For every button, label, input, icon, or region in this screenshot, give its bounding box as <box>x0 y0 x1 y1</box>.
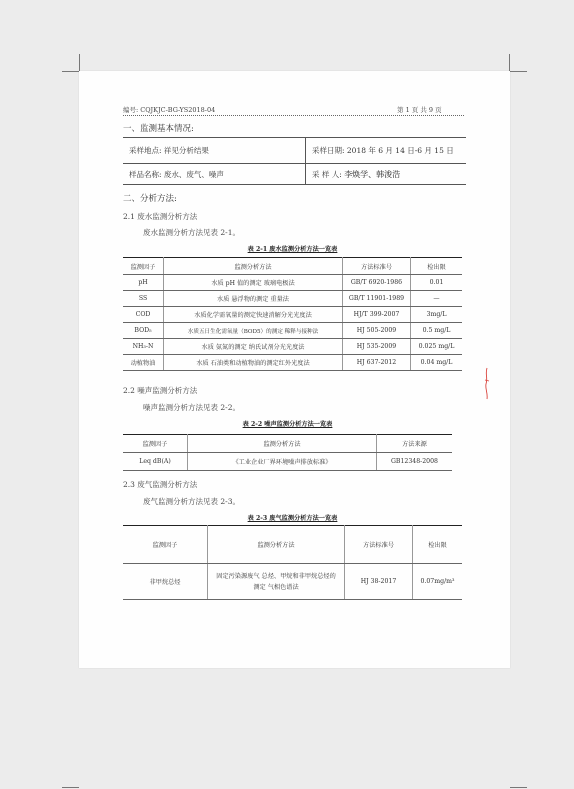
sampling-date: 采样日期: 2018 年 6 月 14 日-6 月 15 日 <box>306 138 467 164</box>
gas-intro: 废气监测分析方法见表 2-3。 <box>143 497 240 506</box>
crop-mark <box>62 787 79 788</box>
table-cell: 水质 悬浮物的测定 重量法 <box>164 291 343 307</box>
sampler-cell <box>306 164 467 185</box>
noise-table-caption: 表 2-2 噪声监测分析方法一览表 <box>242 421 333 428</box>
crop-mark <box>509 54 510 71</box>
section1-title: 一、监测基本情况: <box>123 124 194 134</box>
table-cell: HJ 637-2012 <box>343 355 411 371</box>
header-rule <box>123 115 464 116</box>
table-row <box>123 339 462 355</box>
red-ink-mark-icon <box>481 366 493 402</box>
table-cell: 0.025 mg/L <box>411 339 463 355</box>
table-row <box>123 323 462 339</box>
table-cell: pH <box>123 275 164 291</box>
table-cell: 非甲烷总烃 <box>123 564 208 600</box>
column-header: 方法标准号 <box>343 258 411 275</box>
water-method-table <box>123 257 462 371</box>
crop-mark <box>62 71 79 72</box>
table-cell: 3mg/L <box>411 307 463 323</box>
table-cell: HJ 38-2017 <box>345 564 413 600</box>
table-row <box>123 291 462 307</box>
noise-heading: 2.2 噪声监测分析方法 <box>123 386 198 395</box>
table-cell: 水质化学需氧量的测定快速消解分光光度法 <box>164 307 343 323</box>
table-cell: GB/T 6920-1986 <box>343 275 411 291</box>
table-row <box>123 355 462 371</box>
table-cell: NH₃-N <box>123 339 164 355</box>
doc-number: 编号: CQJKJC-BG-YS2018-04 <box>123 106 216 114</box>
table-cell: BOD₅ <box>123 323 164 339</box>
sample-names: 样品名称: 废水、废气、噪声 <box>123 164 306 185</box>
crop-mark <box>510 71 527 72</box>
table-cell: 动植物油 <box>123 355 164 371</box>
table-cell: 水质 氨氮的测定 纳氏试剂分光光度法 <box>164 339 343 355</box>
table-cell: 0.5 mg/L <box>411 323 463 339</box>
table-cell: 0.07mg/m³ <box>413 564 463 600</box>
column-header: 方法来源 <box>377 435 453 453</box>
gas-heading: 2.3 废气监测分析方法 <box>123 480 198 489</box>
table-cell: 《工业企业厂界环境噪声排放标准》 <box>188 453 377 471</box>
table-cell: GB12348-2008 <box>377 453 453 471</box>
table-cell: SS <box>123 291 164 307</box>
table-cell: HJ 505-2009 <box>343 323 411 339</box>
gas-method-table <box>123 525 462 600</box>
table-cell: COD <box>123 307 164 323</box>
column-header: 监测因子 <box>123 526 208 564</box>
crop-mark <box>79 54 80 71</box>
table-row <box>123 307 462 323</box>
table-cell: HJ 535-2009 <box>343 339 411 355</box>
column-header: 方法标准号 <box>345 526 413 564</box>
water-table-caption: 表 2-1 废水监测分析方法一览表 <box>247 246 338 253</box>
column-header: 监测分析方法 <box>208 526 345 564</box>
table-row <box>123 564 462 600</box>
basic-info-table <box>123 137 466 185</box>
table-cell: 0.04 mg/L <box>411 355 463 371</box>
table-cell: 0.01 <box>411 275 463 291</box>
sampler-label: 采 样 人: <box>312 169 342 179</box>
section2-title: 二、分析方法: <box>123 194 177 204</box>
column-header: 检出限 <box>413 526 463 564</box>
crop-mark <box>510 787 527 788</box>
table-row <box>123 453 452 471</box>
table-cell: — <box>411 291 463 307</box>
column-header: 监测分析方法 <box>164 258 343 275</box>
gas-table-caption: 表 2-3 废气监测分析方法一览表 <box>247 515 338 522</box>
column-header: 监测因子 <box>123 258 164 275</box>
water-heading: 2.1 废水监测分析方法 <box>123 212 198 221</box>
document-page <box>79 71 510 668</box>
sampling-location: 采样地点: 祥见分析结果 <box>123 138 306 164</box>
table-cell: GB/T 11901-1989 <box>343 291 411 307</box>
table-cell: HJ/T 399-2007 <box>343 307 411 323</box>
water-intro: 废水监测分析方法见表 2-1。 <box>143 228 240 237</box>
sampler-signature: 李焕学、韩浚浩 <box>344 169 401 179</box>
table-row <box>123 275 462 291</box>
table-cell: Leq dB(A) <box>123 453 188 471</box>
noise-intro: 噪声监测分析方法见表 2-2。 <box>143 403 240 412</box>
table-cell: 水质 pH 值的测定 玻璃电极法 <box>164 275 343 291</box>
column-header: 监测分析方法 <box>188 435 377 453</box>
table-cell: 水质 石油类和动植物油的测定红外光度法 <box>164 355 343 371</box>
page-number: 第 1 页 共 9 页 <box>397 106 442 114</box>
noise-method-table <box>123 434 452 471</box>
table-cell: 固定污染源废气 总烃、甲烷和非甲烷总烃的测定 气相色谱法 <box>208 564 345 600</box>
column-header: 监测因子 <box>123 435 188 453</box>
table-cell: 水质五日生化需氧量（BOD5）的测定 稀释与接种法 <box>164 323 343 339</box>
column-header: 检出限 <box>411 258 463 275</box>
